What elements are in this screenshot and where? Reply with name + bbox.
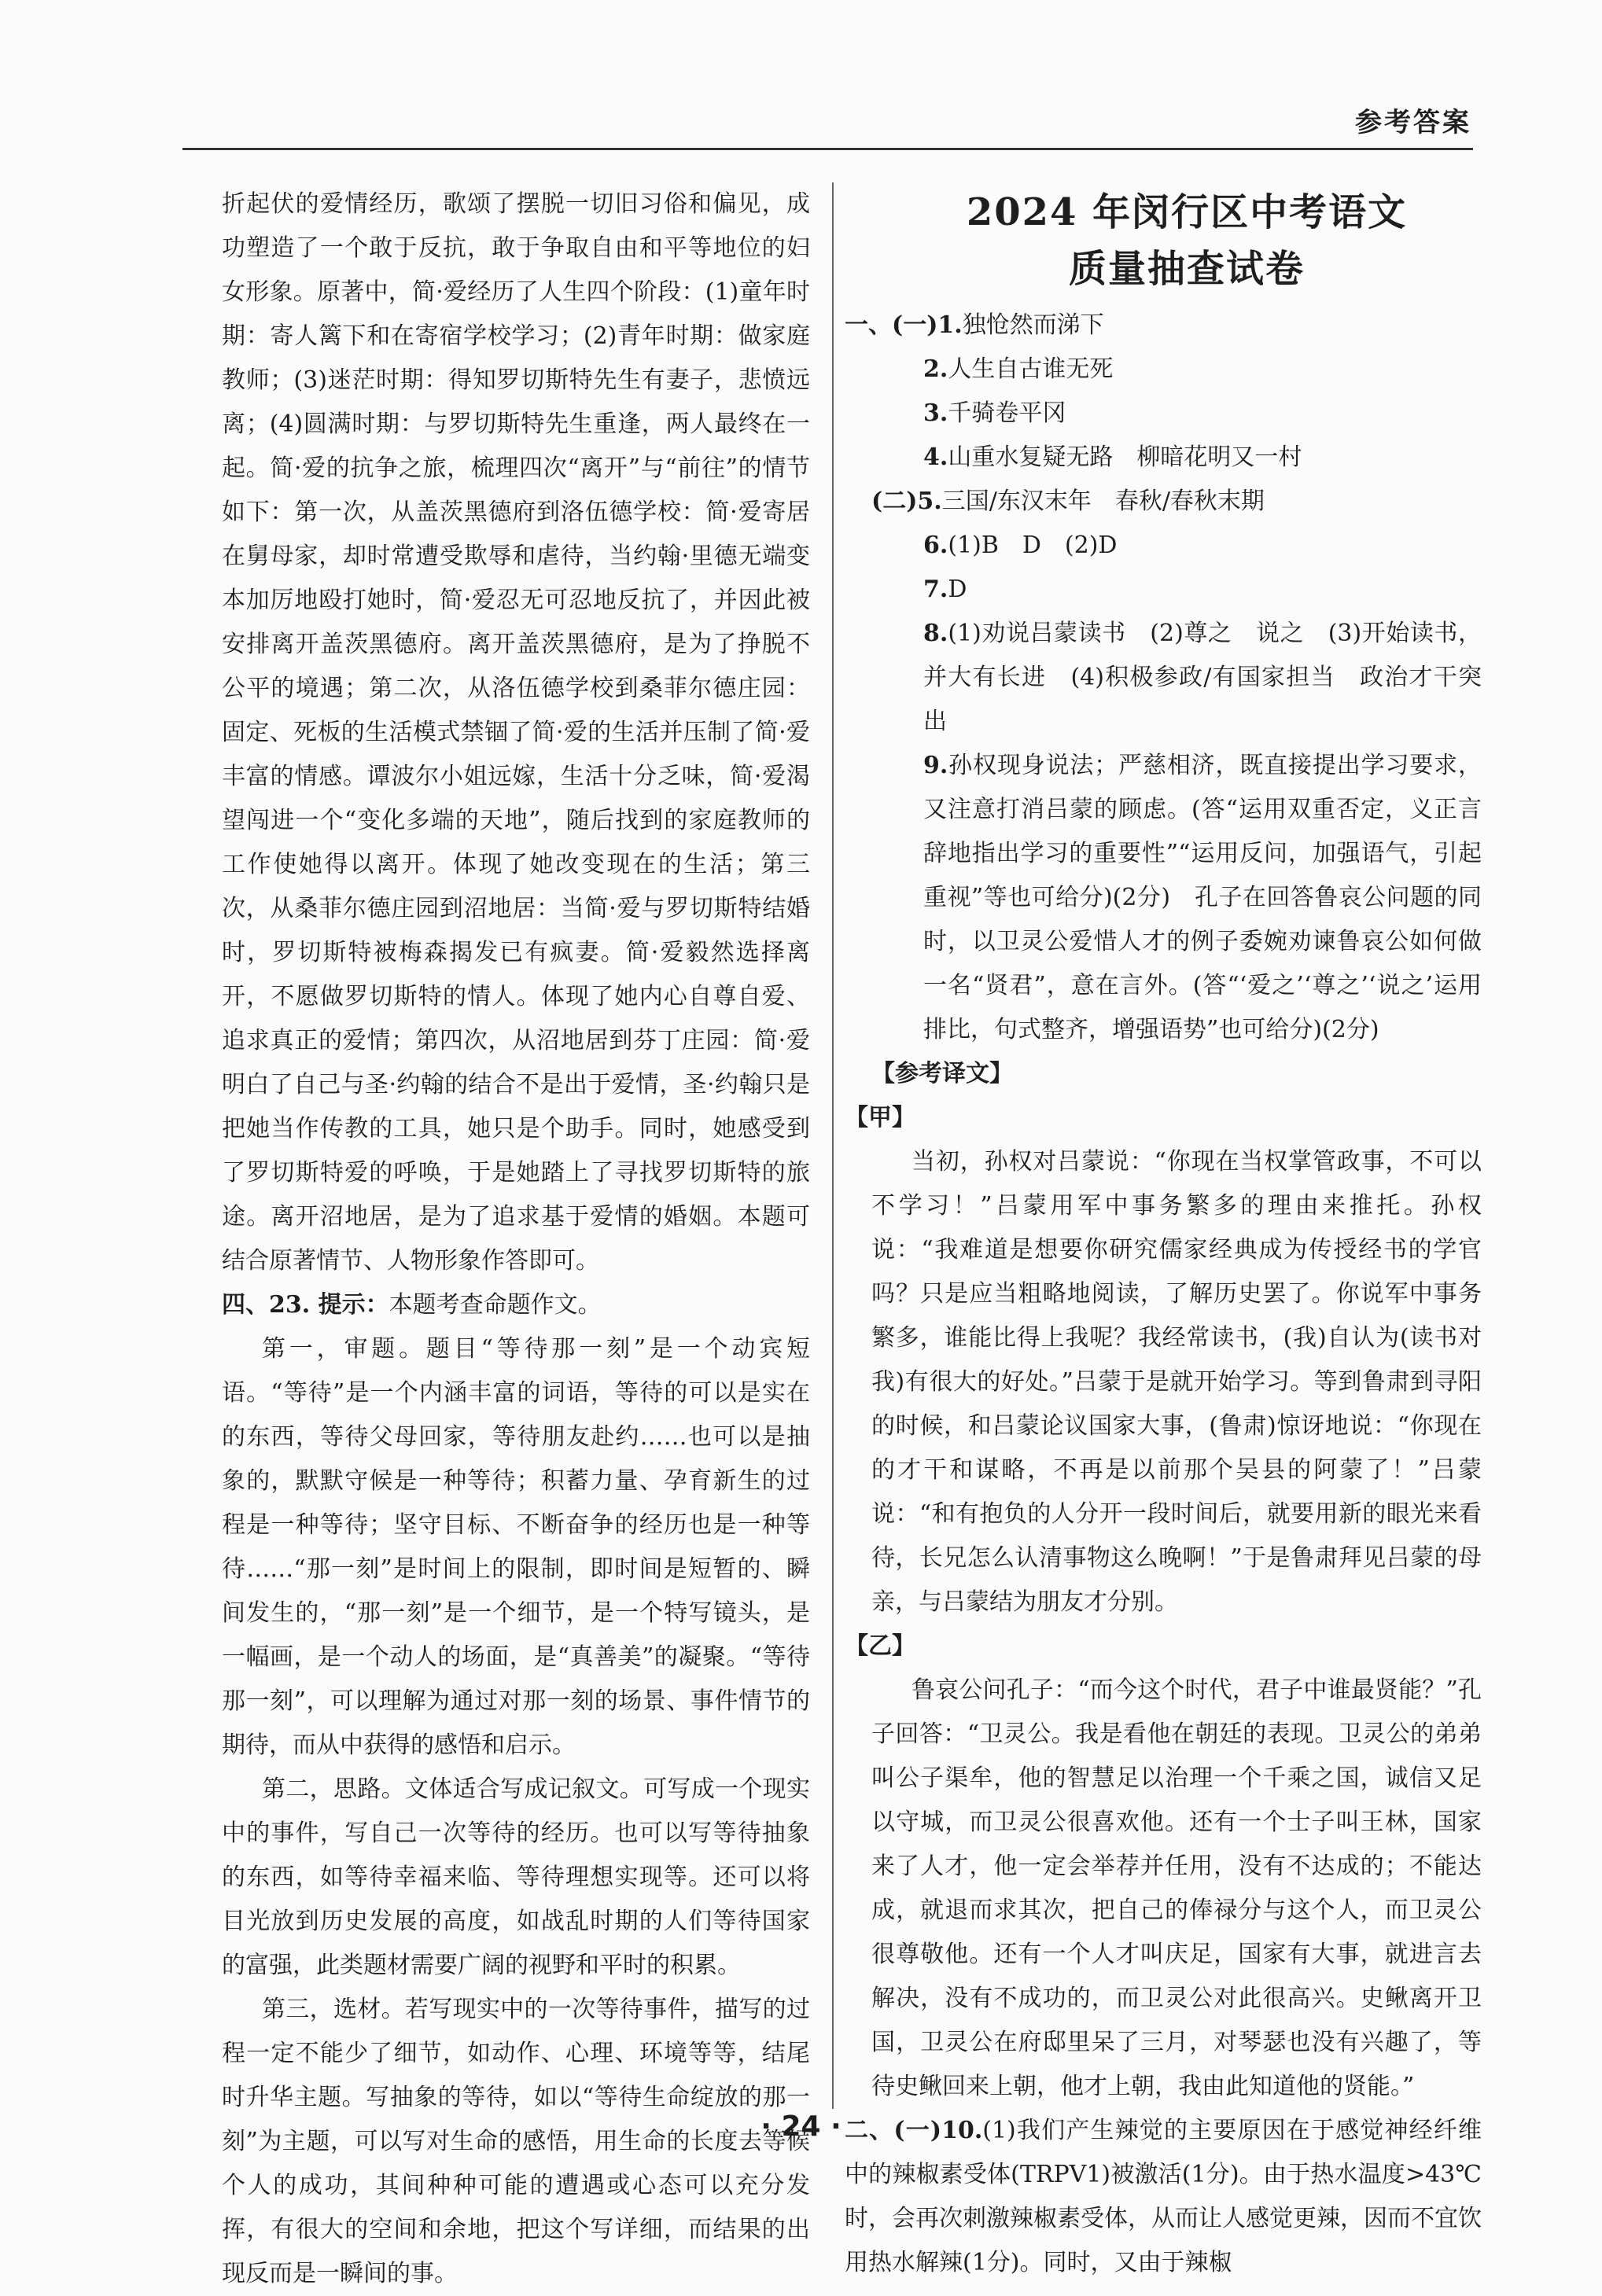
page-number: · 24 · <box>760 2110 842 2143</box>
q6-text: (1)B D (2)D <box>948 532 1118 559</box>
answer-q9 <box>845 744 1482 1052</box>
q10-text: (1)我们产生辣觉的主要原因在于感觉神经纤维中的辣椒素受体(TRPV1)被激活(1分)。由于热水温度>43℃时，会再次刺激辣椒素受体，从而让人感觉更辣，因而不宜饮用热水解辣(1分)。同时，又由于辣椒 <box>845 2117 1482 2276</box>
answer-q3 <box>845 392 1482 436</box>
translation-heading: 【参考译文】 <box>871 1060 1013 1087</box>
exam-title <box>845 184 1482 297</box>
q7-text: D <box>948 576 967 603</box>
answer-q4 <box>845 436 1482 480</box>
q9-label: 9. <box>923 752 948 779</box>
answer-q6 <box>845 524 1482 568</box>
q4-label: 4. <box>923 443 948 471</box>
header-rule <box>182 148 1473 150</box>
q2-text: 人生自古谁无死 <box>948 355 1114 383</box>
q8-text: (1)劝说吕蒙读书 (2)尊之 说之 (3)开始读书，并大有长进 (4)积极参政/有国家担当 政治才干突出 <box>923 620 1482 735</box>
jia-heading: 【甲】 <box>845 1104 915 1131</box>
q7-label: 7. <box>923 576 948 603</box>
q23-label: 四、23. 提示： <box>222 1291 389 1319</box>
q3-label: 3. <box>923 399 948 427</box>
q9-text: 孙权现身说法；严慈相济，既直接提出学习要求，又注意打消吕蒙的顾虑。(答“运用双重否定，义正言辞地指出学习的重要性”“运用反问，加强语气，引起重视”等也可给分)(2分) 孔子在回答鲁哀公问题的同时，以卫灵公爱惜人才的例子委婉劝谏鲁哀公如何做一名“贤君”，意在言外。(答“‘爱之’‘尊之’‘说之’运用排比，句式整齐，增强语势”也可给分)(2分) <box>923 752 1482 1043</box>
exam-title-line-2: 质量抽查试卷 <box>1068 247 1305 291</box>
answer-q7 <box>845 568 1482 612</box>
essay-continuation: 折起伏的爱情经历，歌颂了摆脱一切旧习俗和偏见，成功塑造了一个敢于反抗，敢于争取自由和平等地位的妇女形象。原著中，简·爱经历了人生四个阶段：(1)童年时期：寄人篱下和在寄宿学校学习；(2)青年时期：做家庭教师；(3)迷茫时期：得知罗切斯特先生有妻子，悲愤远离；(4)圆满时期：与罗切斯特先生重逢，两人最终在一起。简·爱的抗争之旅，梳理四次“离开”与“前往”的情节如下：第一次，从盖茨黑德府到洛伍德学校：简·爱寄居在舅母家，却时常遭受欺辱和虐待，当约翰·里德无端变本加厉地殴打她时，简·爱忍无可忍地反抗了，并因此被安排离开盖茨黑德府。离开盖茨黑德府，是为了挣脱不公平的境遇；第二次，从洛伍德学校到桑菲尔德庄园：固定、死板的生活模式禁锢了简·爱的生活并压制了简·爱丰富的情感。谭波尔小姐远嫁，生活十分乏味，简·爱渴望闯进一个“变化多端的天地”，随后找到的家庭教师的工作使她得以离开。体现了她改变现在的生活；第三次，从桑菲尔德庄园到沼地居：当简·爱与罗切斯特结婚时，罗切斯特被梅森揭发已有疯妻。简·爱毅然选择离开，不愿做罗切斯特的情人。体现了她内心自尊自爱、追求真正的爱情；第四次，从沼地居到芬丁庄园：简·爱明白了自己与圣·约翰的结合不是出于爱情，圣·约翰只是把她当作传教的工具，她只是个助手。同时，她感受到了罗切斯特爱的呼唤，于是她踏上了寻找罗切斯特的旅途。离开沼地居，是为了追求基于爱情的婚姻。本题可结合原著情节、人物形象作答即可。 <box>222 190 810 1275</box>
right-column <box>845 182 1482 2285</box>
q6-label: 6. <box>923 532 948 559</box>
q4-text: 山重水复疑无路 柳暗花明又一村 <box>948 443 1302 471</box>
q23-paragraph-2: 第二，思路。文体适合写成记叙文。可写成一个现实中的事件，写自己一次等待的经历。也可以写等待抽象的东西，如等待幸福来临、等待理想实现等。还可以将目光放到历史发展的高度，如战乱时期的人们等待国家的富强，此类题材需要广阔的视野和平时的积累。 <box>222 1775 810 1979</box>
header-title: 参考答案 <box>1355 107 1471 138</box>
q1-text: 独怆然而涕下 <box>962 311 1104 339</box>
q8-label: 8. <box>923 620 948 647</box>
q23-hint <box>222 1283 810 1327</box>
jia-text: 当初，孙权对吕蒙说：“你现在当权掌管政事，不可以不学习！”吕蒙用军中事务繁多的理由来推托。孙权说：“我难道是想要你研究儒家经典成为传授经书的学官吗？只是应当粗略地阅读，了解历史罢了。你说军中事务繁多，谁能比得上我呢？我经常读书，(我)自认为(读书对我)有很大的好处。”吕蒙于是就开始学习。等到鲁肃到寻阳的时候，和吕蒙论议国家大事，(鲁肃)惊讶地说：“你现在的才干和谋略，不再是以前那个吴县的阿蒙了！”吕蒙说：“和有抱负的人分开一段时间后，就要用新的眼光来看待，长兄怎么认清事物这么晚啊！”于是鲁肃拜见吕蒙的母亲，与吕蒙结为朋友才分别。 <box>871 1148 1482 1616</box>
q23-intro: 本题考查命题作文。 <box>389 1291 602 1319</box>
column-divider <box>832 182 834 2109</box>
q23-paragraph-3: 第三，选材。若写现实中的一次等待事件，描写的过程一定不能少了细节，如动作、心理、环境等等，结尾时升华主题。写抽象的等待，如以“等待生命绽放的那一刻”为主题，可以写对生命的感悟，用生命的长度去等候个人的成功，其间种种可能的遭遇或心态可以充分发挥，有很大的空间和余地，把这个写详细，而结果的出现反而是一瞬间的事。 <box>222 1996 810 2287</box>
yi-heading: 【乙】 <box>845 1632 915 1660</box>
answer-q1 <box>845 304 1482 348</box>
answer-q5 <box>845 480 1482 524</box>
q23-paragraph-1: 第一，审题。题目“等待那一刻”是一个动宾短语。“等待”是一个内涵丰富的词语，等待的可以是实在的东西，等待父母回家，等待朋友赴约……也可以是抽象的，默默守候是一种等待；积蓄力量、孕育新生的过程是一种等待；坚守目标、不断奋争的经历也是一种等待……“那一刻”是时间上的限制，即时间是短暂的、瞬间发生的，“那一刻”是一个细节，是一个特写镜头，是一幅画，是一个动人的场面，是“真善美”的凝聚。“等待那一刻”，可以理解为通过对那一刻的场景、事件情节的期待，而从中获得的感悟和启示。 <box>222 1335 810 1759</box>
q1-label: 一、(一)1. <box>845 311 963 339</box>
q3-text: 千骑卷平冈 <box>948 399 1066 427</box>
answer-q2 <box>845 348 1482 392</box>
q2-label: 2. <box>923 355 948 383</box>
exam-title-line-1: 2024 年闵行区中考语文 <box>966 190 1408 234</box>
q5-text: 三国/东汉末年 春秋/春秋末期 <box>941 488 1265 515</box>
yi-text: 鲁哀公问孔子：“而今这个时代，君子中谁最贤能？”孔子回答：“卫灵公。我是看他在朝廷的表现。卫灵公的弟弟叫公子渠牟，他的智慧足以治理一个千乘之国，诚信又足以守城，而卫灵公很喜欢他。还有一个士子叫王林，国家来了人才，他一定会举荐并任用，没有不达成的；不能达成，就退而求其次，把自己的俸禄分与这个人，而卫灵公很尊敬他。还有一个人才叫庆足，国家有大事，就进言去解决，没有不成功的，而卫灵公对此很高兴。史鳅离开卫国，卫灵公在府邸里呆了三月，对琴瑟也没有兴趣了，等待史鳅回来上朝，他才上朝，我由此知道他的贤能。” <box>871 1676 1482 2100</box>
answer-q8 <box>845 612 1482 744</box>
left-column <box>222 182 810 2296</box>
q5-label: (二)5. <box>871 488 942 515</box>
q10-label: 二、(一)10. <box>845 2117 983 2144</box>
